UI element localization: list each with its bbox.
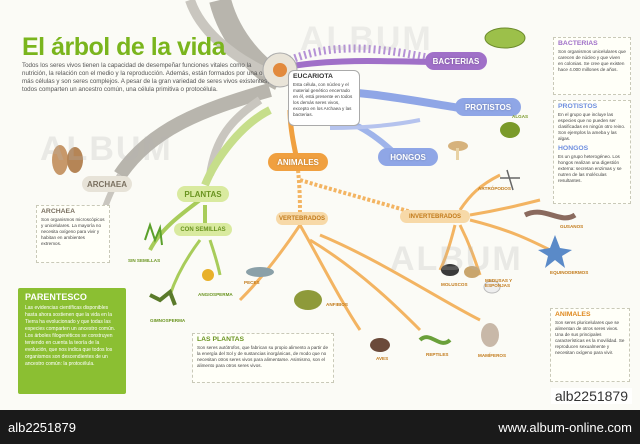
info-hongos-title: HONGOS xyxy=(558,145,589,152)
label-algas: ALGAS xyxy=(512,114,529,119)
info-parentesco-text: Las evidencias científicas disponibles hasta ahora sostienen que la vida en la Tierra ha evolucionado y que todas las especies comparten un ancestro común. Los árboles filogenéticos se construyen teniendo en cuenta la teoría de la evolución, que nos indica que todos los organismos son descendientes de un ancestro común: la protocélula. xyxy=(25,305,116,367)
label-artropodos: ARTRÓPODOS xyxy=(478,186,511,191)
branch-bacterias-solid xyxy=(292,61,440,66)
node-animales: ANIMALES xyxy=(268,153,328,171)
conifer-icon xyxy=(150,292,175,305)
branch-angiosperma xyxy=(210,240,220,275)
label-medusas: MEDUSAS Y ESPONJAS xyxy=(485,278,513,288)
worm-icon xyxy=(525,212,575,218)
info-plantas-title: LAS PLANTAS xyxy=(197,336,245,343)
footer-id: alb2251879 xyxy=(8,420,76,435)
info-protistos-title: PROTISTOS xyxy=(558,103,598,110)
label-peces: PECES xyxy=(244,280,260,285)
mushroom-stem-icon xyxy=(456,148,459,160)
info-hongos-text: Es un grupo heterogéneo. Los hongos realizan una digestión externa: secretan enzimas y se nutren de las moléculas resultantes. xyxy=(558,154,622,183)
info-animales xyxy=(550,308,630,382)
node-con-semillas: CON SEMILLAS xyxy=(174,223,232,236)
lizard-icon xyxy=(420,337,450,343)
starfish-icon xyxy=(538,235,572,268)
info-animales-text: Son seres pluricelulares que se alimentan de otros seres vivos. Una de sus principales características es la movilidad. Se reproducen sexualmente y necesitan oxígeno para vivir. xyxy=(555,320,625,355)
flower-icon xyxy=(202,269,214,281)
label-anfibios: ANFIBIOS xyxy=(326,302,348,307)
watermark: ALBUM xyxy=(390,240,523,278)
intro-text: Todos los seres vivos tienen la capacidad de desempeñar funciones vitales como la nutrición, la relación con el medio y la reproducción. Además, están formados por una o más células y son seres complejos. A pesar de la gran variedad de seres vivos existentes, todos comparten un ancestro común, una célula primitiva o protocélula. xyxy=(22,62,269,93)
label-moluscos: MOLUSCOS xyxy=(441,282,468,287)
cell-nucleus-icon xyxy=(273,63,287,77)
node-hongos: HONGOS xyxy=(378,148,438,166)
info-plantas xyxy=(192,333,334,383)
image-id-tag: alb2251879 xyxy=(551,388,632,404)
info-parentesco-title: PARENTESCO xyxy=(25,292,87,302)
branch-gimnosperma xyxy=(170,240,200,295)
page-title: El árbol de la vida xyxy=(22,33,226,61)
info-archaea-text: Son organismos microscópicos y unicelulares. La mayoría no necesita oxígeno para vivir y habitan en ambientes extremos. xyxy=(41,217,105,246)
node-plantas: PLANTAS xyxy=(177,186,229,202)
node-archaea: ARCHAEA xyxy=(82,176,132,192)
bird-icon xyxy=(370,338,390,352)
info-bacterias xyxy=(553,37,631,95)
info-protistos-text: En el grupo que incluye las especies que no pueden ser clasificadas en ningún otro reino. Son ejemplos la ameba y las algas. xyxy=(558,112,626,141)
watermark: ALBUM xyxy=(40,130,173,168)
label-equinodermos: EQUINODERMOS xyxy=(550,270,589,275)
eucariota-label: EUCARIOTA xyxy=(293,73,333,80)
footer-bar xyxy=(0,410,640,444)
label-sin-semillas: SIN SEMILLAS xyxy=(128,258,161,263)
cat-icon xyxy=(481,323,499,347)
node-protistos: PROTISTOS xyxy=(455,98,521,116)
label-reptiles: REPTILES xyxy=(426,352,449,357)
info-bacterias-text: Son organismos unicelulares que carecen de núcleo y que viven en colonias. Se cree que existen hace 4.000 millones de años. xyxy=(558,49,626,72)
info-bacterias-title: BACTERIAS xyxy=(558,40,598,47)
watermark: ALBUM xyxy=(300,20,433,58)
info-plantas-text: Son seres autótrofos, que fabrican su propio alimento a partir de la energía del Sol y de sustancias inorgánicas, de modo que no necesitan otros seres vivos para alimentarse. Asimismo, son el alimento para otros seres vivos. xyxy=(197,345,328,368)
label-gimnosperma: GIMNOSPERMA xyxy=(150,318,186,323)
info-archaea-title: ARCHAEA xyxy=(41,208,75,215)
node-bacterias: BACTERIAS xyxy=(425,52,487,70)
branch-peces xyxy=(240,225,300,300)
info-parentesco xyxy=(18,288,126,394)
eucariota-callout xyxy=(288,70,360,126)
fish-icon xyxy=(246,267,274,277)
node-vertebrados: VERTEBRADOS xyxy=(276,212,328,225)
label-gusanos: GUSANOS xyxy=(560,224,584,229)
node-invertebrados: INVERTEBRADOS xyxy=(400,210,470,223)
info-animales-title: ANIMALES xyxy=(555,311,591,318)
eucariota-text: Esta célula, con núcleo y el material genético encerrado en él, está presente en todos los demás seres vivos, excepto en los Archaea y las bacterias. xyxy=(293,82,353,117)
label-mamiferos: MAMÍFEROS xyxy=(478,353,507,358)
footer-site: www.album-online.com xyxy=(498,420,632,435)
frog-icon xyxy=(294,290,322,310)
algae-icon xyxy=(500,122,520,138)
info-protistos-hongos xyxy=(553,100,631,204)
info-archaea xyxy=(36,205,110,263)
branch-invertebrados xyxy=(300,180,420,215)
label-aves: AVES xyxy=(376,356,389,361)
bacteria-icon xyxy=(485,28,525,48)
branch-artropodos xyxy=(460,175,500,210)
label-angiosperma: ANGIOSPERMA xyxy=(198,292,233,297)
